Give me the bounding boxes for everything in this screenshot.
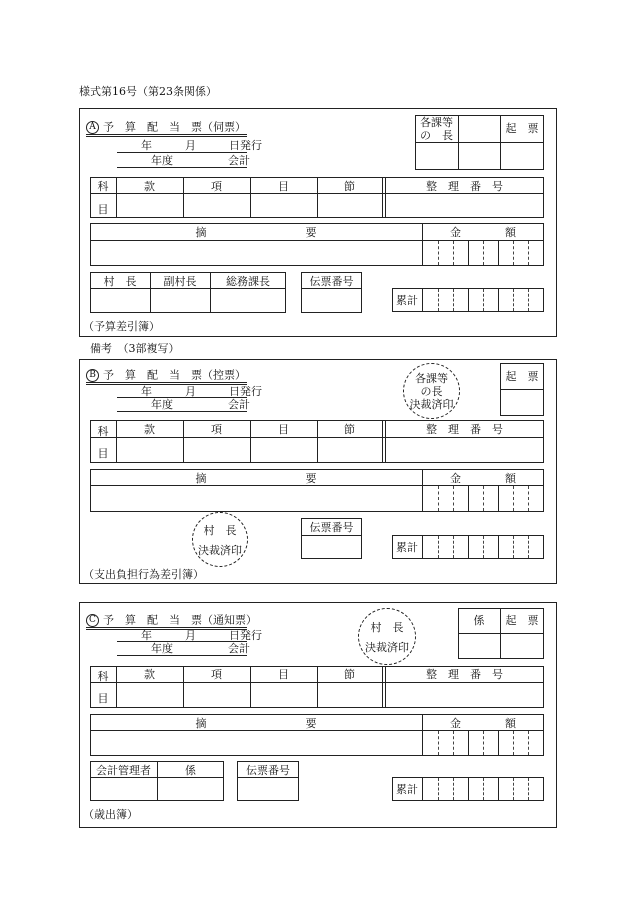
form-c-signer-1: 会計管理者 [96,764,151,777]
form-b-kian: 起 票 [505,370,539,383]
form-c-tekiyo: 摘 要 [195,717,317,730]
form-b-issue-date: 年 月 日発行 [141,385,262,398]
form-b-tekiyo: 摘 要 [195,472,317,485]
form-number-header: 様式第16号（第23条関係） [79,85,217,98]
form-c-col-kou: 項 [211,668,222,681]
form-b-col-kou: 項 [211,423,222,436]
form-b-stamp2-l1: 村 長 [203,524,237,537]
form-b-stamp1-l1: 各課等 [415,372,448,385]
form-a-kian: 起 票 [505,122,539,135]
form-b-denpyo: 伝票番号 [309,521,354,534]
form-b-footer: （支出負担行為差引簿） [83,568,204,581]
form-c-kian: 起 票 [505,614,539,627]
form-a-seiri: 整 理 番 号 [426,180,503,193]
form-b-stamp2-l2: 決裁済印 [198,544,242,557]
form-b-mark: B [86,369,99,382]
form-c-issue-date: 年 月 日発行 [141,629,262,642]
form-a-col-moku: 目 [278,180,289,193]
form-a-fiscal-year: 年度 会計 [151,154,250,167]
form-b-kamoku-2: 目 [97,447,109,460]
form-a-denpyo: 伝票番号 [309,275,354,288]
form-c-col-setsu: 節 [344,668,355,681]
form-c-col-kan: 款 [144,668,155,681]
form-b-title-row [86,369,246,382]
form-b-title: 予 算 配 当 票（控票） [103,368,246,382]
form-c-mark: C [86,614,99,627]
form-b-seiri: 整 理 番 号 [426,423,503,436]
form-a-signer-3: 総務課長 [226,275,270,288]
form-a-ruikei: 累計 [396,294,418,307]
form-a-title: 予 算 配 当 票（伺票） [103,120,246,134]
form-b-col-kan: 款 [144,423,155,436]
form-c-footer: （歳出簿） [83,808,138,821]
form-c-seiri: 整 理 番 号 [426,668,503,681]
form-c-stamp-l2: 決裁済印 [365,641,409,654]
form-a-kingaku: 金 額 [450,226,516,239]
form-c-fiscal-year: 年度 会計 [151,642,250,655]
form-b-fiscal-year: 年度 会計 [151,398,250,411]
form-b-kamoku-1: 科 [97,425,109,438]
form-c-col-moku: 目 [278,668,289,681]
form-a-approver-head-l2: の 長 [420,129,453,142]
form-c-kingaku: 金 額 [450,717,516,730]
form-a-approver-head-l1: 各課等 [420,116,453,129]
form-a-signer-2: 副村長 [163,275,197,288]
form-a-col-kou: 項 [211,180,222,193]
form-c-kamoku-1: 科 [97,670,109,683]
form-a-tekiyo: 摘 要 [195,226,317,239]
form-b-ruikei: 累計 [396,541,418,554]
form-c-stamp-mayor [358,608,416,665]
form-b-stamp1-l3: 決裁済印 [409,398,454,411]
form-a-kamoku-1: 科 [97,180,109,193]
form-b-col-moku: 目 [278,423,289,436]
form-a-col-kan: 款 [144,180,155,193]
form-b-stamp1-l2: の長 [420,385,443,398]
form-a-kamoku-2: 目 [97,203,109,216]
form-a-mark: A [86,121,99,134]
form-a-issue-date: 年 月 日発行 [141,139,262,152]
form-a-footer: （予算差引簿） [83,320,160,333]
form-a-title-row [86,121,246,134]
form-c-title: 予 算 配 当 票（通知票） [103,613,257,627]
form-c-ruikei: 累計 [396,783,418,796]
remark: 備考 （3部複写） [90,342,180,355]
form-c-kamoku-2: 目 [97,692,109,705]
form-b-kingaku: 金 額 [450,472,516,485]
form-b-col-setsu: 節 [344,423,355,436]
form-a-signer-1: 村 長 [103,275,137,288]
form-a-col-setsu: 節 [344,180,355,193]
form-c-kakari: 係 [473,614,485,627]
form-c-stamp-l1: 村 長 [370,621,404,634]
form-c-signer-2: 係 [185,764,196,777]
form-b-stamp-mayor [192,512,248,567]
form-c-denpyo: 伝票番号 [246,764,290,777]
form-c-title-row [86,614,257,627]
